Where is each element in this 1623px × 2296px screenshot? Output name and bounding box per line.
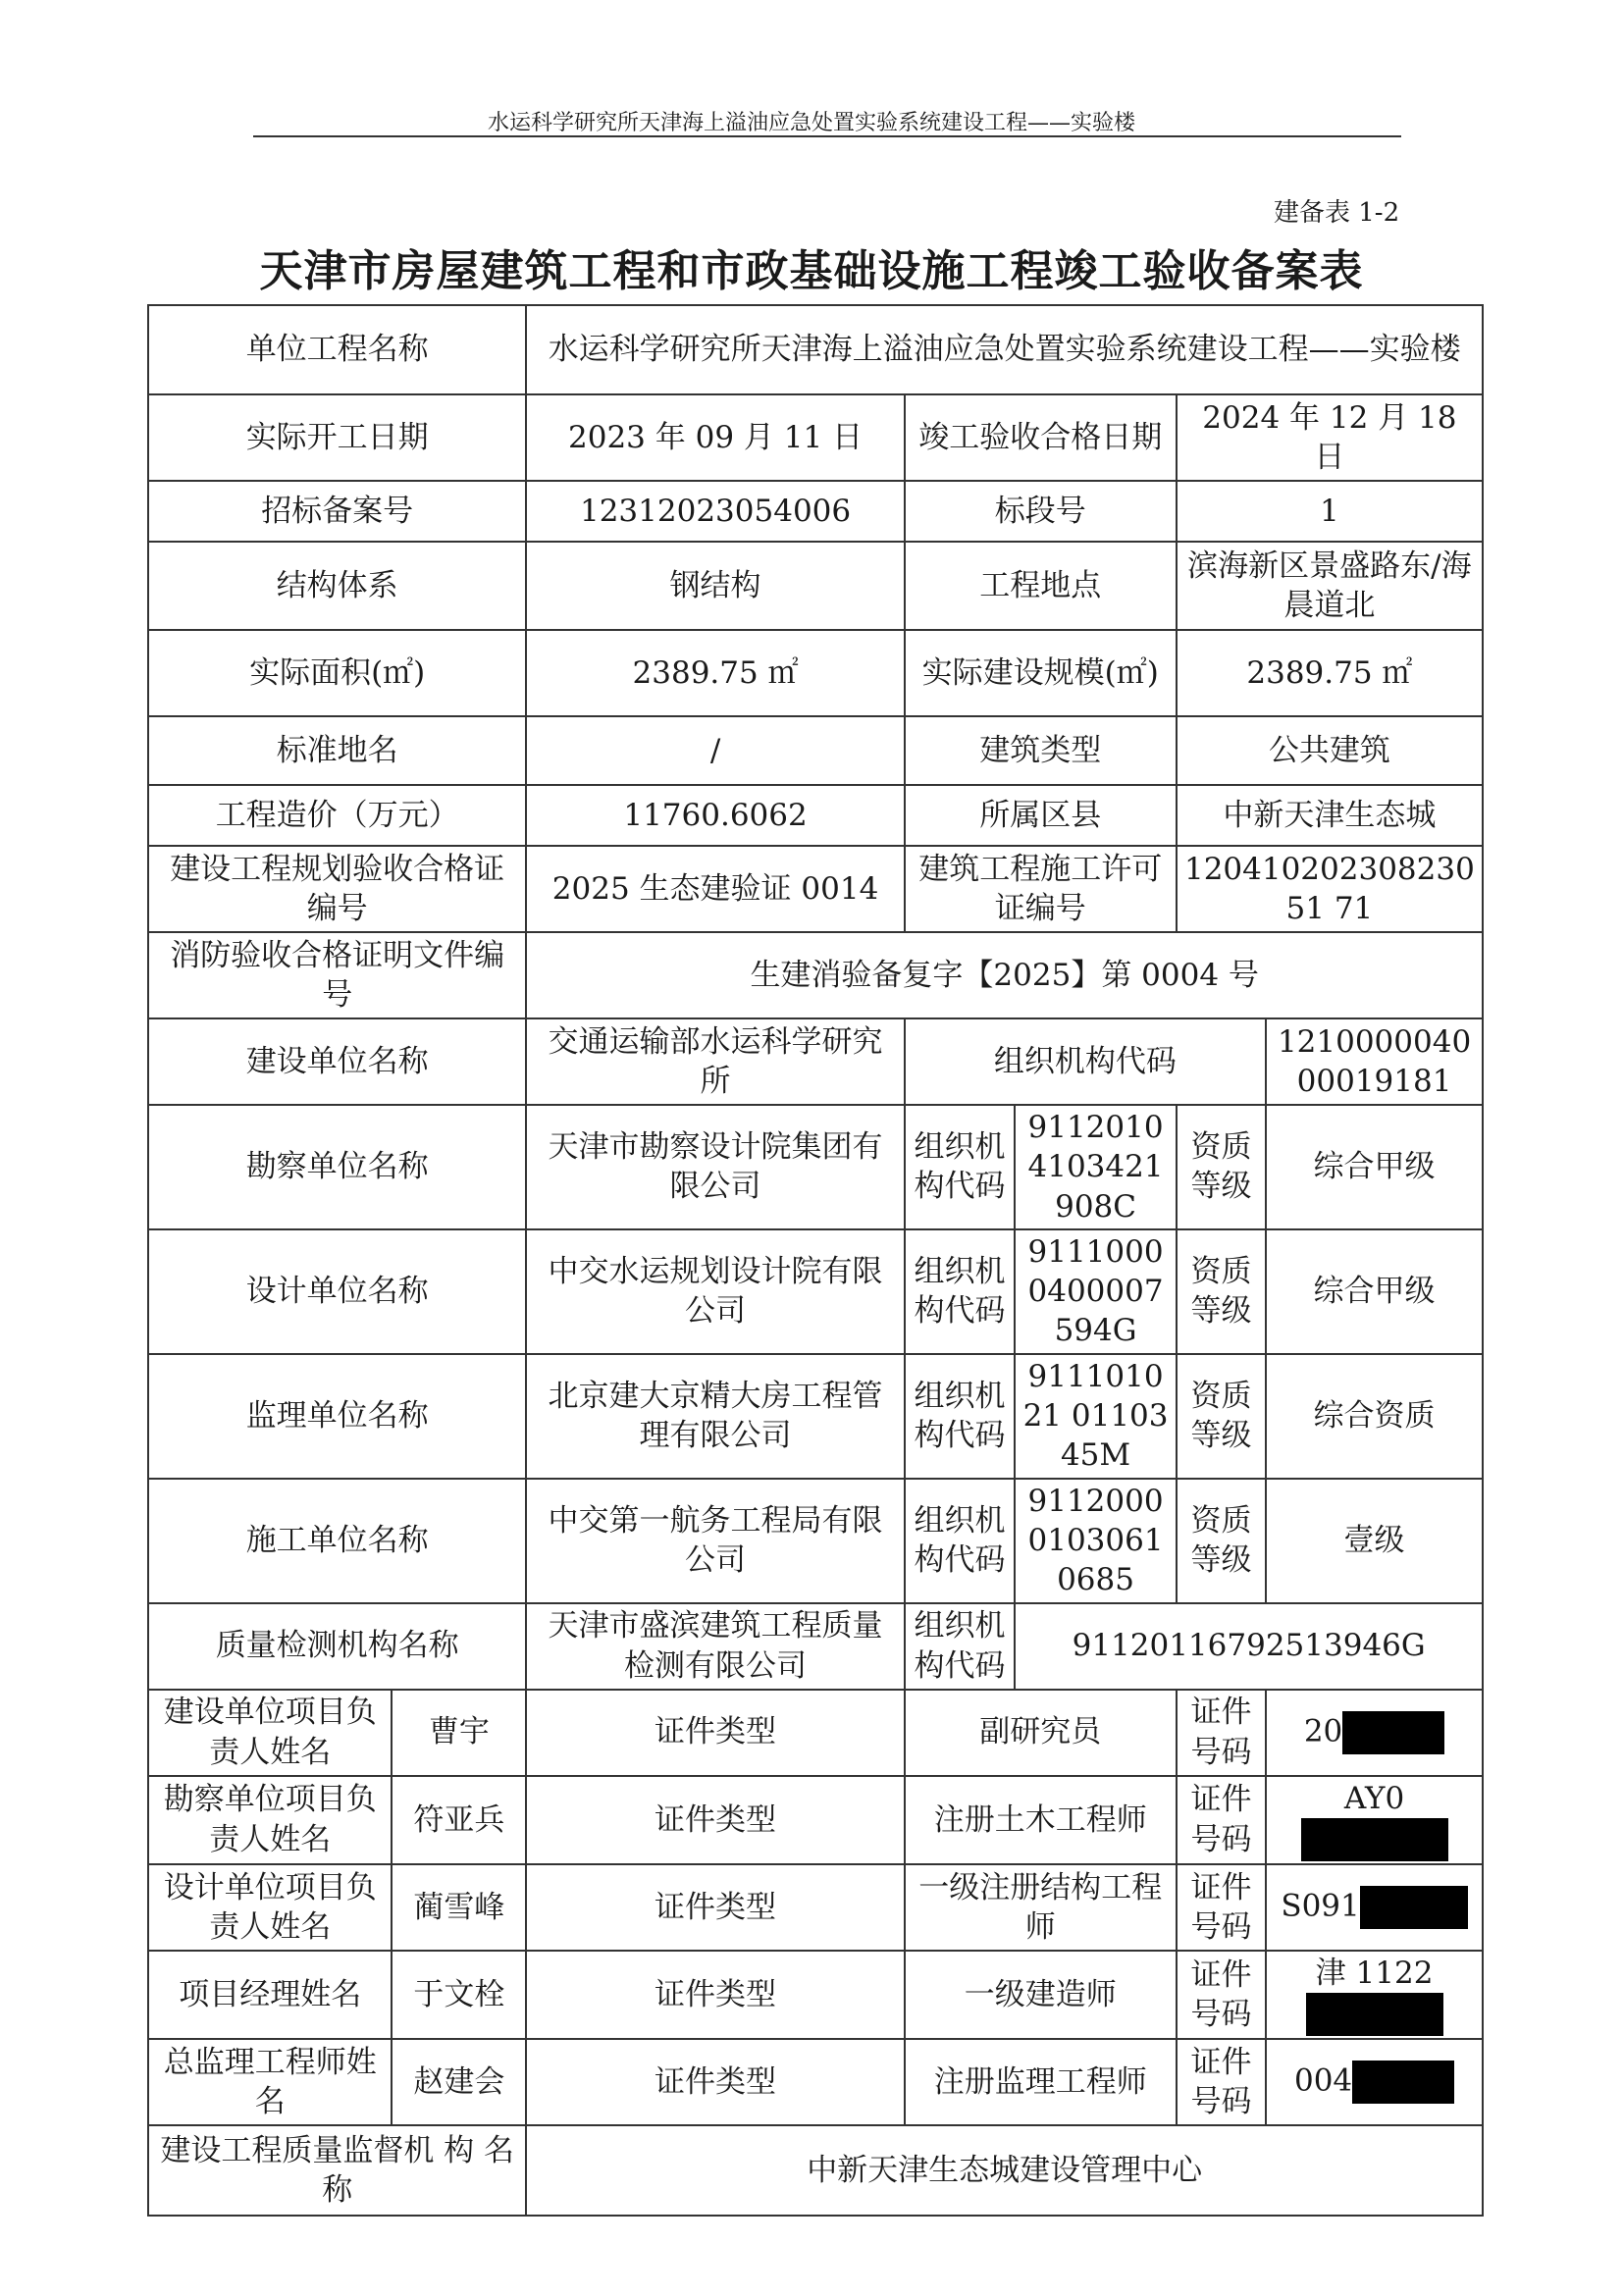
person-name: 符亚兵 [392, 1776, 526, 1864]
construction-unit-name: 中交第一航务工程局有限公司 [526, 1479, 904, 1603]
person-name: 曹宇 [392, 1690, 526, 1776]
cert-no-label: 证件号码 [1177, 1951, 1266, 2039]
construction-code-label: 组织机构代码 [905, 1479, 1016, 1603]
cert-no-value [1266, 1864, 1483, 1951]
person-name: 于文栓 [392, 1951, 526, 2039]
supervision-value: 中新天津生态城建设管理中心 [526, 2125, 1483, 2216]
testing-code-label: 组织机构代码 [905, 1603, 1016, 1690]
location-label: 工程地点 [905, 542, 1177, 630]
start-date-value: 2023 年 09 月 11 日 [526, 394, 904, 481]
person-role: 项目经理姓名 [148, 1951, 392, 2039]
supervisor-qual-label: 资质等级 [1177, 1354, 1266, 1479]
cert-no-label: 证件号码 [1177, 1690, 1266, 1776]
redaction-bar [1306, 1993, 1443, 2036]
cert-no-value [1266, 1776, 1483, 1864]
section-no-value: 1 [1177, 481, 1483, 542]
project-name-label: 单位工程名称 [148, 305, 526, 394]
builder-name: 交通运输部水运科学研究所 [526, 1018, 904, 1105]
project-name-value: 水运科学研究所天津海上溢油应急处置实验系统建设工程——实验楼 [526, 305, 1483, 394]
cert-no-label: 证件号码 [1177, 2039, 1266, 2125]
design-unit-name: 中交水运规划设计院有限公司 [526, 1229, 904, 1354]
cert-no-value [1266, 1690, 1483, 1776]
survey-qual: 综合甲级 [1266, 1105, 1483, 1229]
redaction-bar [1352, 2061, 1454, 2104]
construction-qual: 壹级 [1266, 1479, 1483, 1603]
cert-type-value: 一级注册结构工程师 [905, 1864, 1177, 1951]
redaction-bar [1301, 1818, 1448, 1861]
person-role: 设计单位项目负责人姓名 [148, 1864, 392, 1951]
completion-date-label: 竣工验收合格日期 [905, 394, 1177, 481]
testing-label: 质量检测机构名称 [148, 1603, 526, 1690]
cert-no-label: 证件号码 [1177, 1864, 1266, 1951]
supervisor-unit-label: 监理单位名称 [148, 1354, 526, 1479]
bid-record-label: 招标备案号 [148, 481, 526, 542]
survey-qual-label: 资质等级 [1177, 1105, 1266, 1229]
permit-no-value: 12041020230823051 71 [1177, 846, 1483, 932]
standard-name-value: / [526, 716, 904, 785]
design-qual-label: 资质等级 [1177, 1229, 1266, 1354]
form-number: 建备表 1-2 [1274, 198, 1400, 228]
testing-name: 天津市盛滨建筑工程质量检测有限公司 [526, 1603, 904, 1690]
standard-name-label: 标准地名 [148, 716, 526, 785]
planning-cert-value: 2025 生态建验证 0014 [526, 846, 904, 932]
building-type-value: 公共建筑 [1177, 716, 1483, 785]
design-unit-label: 设计单位名称 [148, 1229, 526, 1354]
header-divider [253, 135, 1401, 137]
cert-type-value: 副研究员 [905, 1690, 1177, 1776]
cert-type-label: 证件类型 [526, 2039, 904, 2125]
construction-qual-label: 资质等级 [1177, 1479, 1266, 1603]
faded-stamp-mark [1541, 1501, 1599, 1796]
cert-type-label: 证件类型 [526, 1864, 904, 1951]
fire-cert-value: 生建消验备复字【2025】第 0004 号 [526, 932, 1483, 1018]
supervisor-qual: 综合资质 [1266, 1354, 1483, 1479]
supervisor-code: 911101021 0110345M [1015, 1354, 1177, 1479]
supervision-label: 建设工程质量监督机 构 名 称 [148, 2125, 526, 2216]
record-table [147, 304, 1484, 2217]
structure-label: 结构体系 [148, 542, 526, 630]
page-title: 天津市房屋建筑工程和市政基础设施工程竣工验收备案表 [259, 246, 1364, 296]
actual-scale-value: 2389.75 ㎡ [1177, 630, 1483, 716]
redaction-bar [1342, 1711, 1444, 1754]
district-value: 中新天津生态城 [1177, 785, 1483, 846]
redaction-bar [1360, 1886, 1468, 1929]
supervisor-unit-name: 北京建大京精大房工程管理有限公司 [526, 1354, 904, 1479]
actual-area-label: 实际面积(㎡) [148, 630, 526, 716]
completion-date-value: 2024 年 12 月 18 日 [1177, 394, 1483, 481]
design-code: 91110000400007594G [1015, 1229, 1177, 1354]
construction-code: 911200001030610685 [1015, 1479, 1177, 1603]
actual-scale-label: 实际建设规模(㎡) [905, 630, 1177, 716]
person-role: 总监理工程师姓名 [148, 2039, 392, 2125]
cert-type-label: 证件类型 [526, 1951, 904, 2039]
cert-type-value: 注册监理工程师 [905, 2039, 1177, 2125]
testing-code: 91120116792513946G [1015, 1603, 1483, 1690]
cert-type-label: 证件类型 [526, 1776, 904, 1864]
survey-unit-label: 勘察单位名称 [148, 1105, 526, 1229]
location-value: 滨海新区景盛路东/海晨道北 [1177, 542, 1483, 630]
page-header: 水运科学研究所天津海上溢油应急处置实验系统建设工程——实验楼 [487, 111, 1135, 135]
cert-type-label: 证件类型 [526, 1690, 904, 1776]
cert-no-label: 证件号码 [1177, 1776, 1266, 1864]
survey-code: 91120104103421908C [1015, 1105, 1177, 1229]
cert-no-value [1266, 1951, 1483, 2039]
planning-cert-label: 建设工程规划验收合格证编号 [148, 846, 526, 932]
cert-type-value: 注册土木工程师 [905, 1776, 1177, 1864]
start-date-label: 实际开工日期 [148, 394, 526, 481]
cost-label: 工程造价（万元） [148, 785, 526, 846]
builder-code: 121000004000019181 [1266, 1018, 1483, 1105]
survey-unit-name: 天津市勘察设计院集团有限公司 [526, 1105, 904, 1229]
cert-no-prefix: 004 [1293, 2062, 1353, 2099]
construction-unit-label: 施工单位名称 [148, 1479, 526, 1603]
building-type-label: 建筑类型 [905, 716, 1177, 785]
bid-record-value: 12312023054006 [526, 481, 904, 542]
cert-no-prefix: 20 [1303, 1713, 1343, 1749]
fire-cert-label: 消防验收合格证明文件编号 [148, 932, 526, 1018]
person-role: 勘察单位项目负责人姓名 [148, 1776, 392, 1864]
survey-code-label: 组织机构代码 [905, 1105, 1016, 1229]
actual-area-value: 2389.75 ㎡ [526, 630, 904, 716]
person-name: 蔺雪峰 [392, 1864, 526, 1951]
person-name: 赵建会 [392, 2039, 526, 2125]
cert-no-prefix: AY0 [1343, 1780, 1405, 1816]
district-label: 所属区县 [905, 785, 1177, 846]
cert-type-value: 一级建造师 [905, 1951, 1177, 2039]
permit-no-label: 建筑工程施工许可证编号 [905, 846, 1177, 932]
section-no-label: 标段号 [905, 481, 1177, 542]
structure-value: 钢结构 [526, 542, 904, 630]
cert-no-prefix: 津 1122 [1315, 1955, 1434, 1991]
person-role: 建设单位项目负责人姓名 [148, 1690, 392, 1776]
cert-no-value [1266, 2039, 1483, 2125]
builder-label: 建设单位名称 [148, 1018, 526, 1105]
cost-value: 11760.6062 [526, 785, 904, 846]
supervisor-code-label: 组织机构代码 [905, 1354, 1016, 1479]
design-qual: 综合甲级 [1266, 1229, 1483, 1354]
builder-code-label: 组织机构代码 [905, 1018, 1266, 1105]
design-code-label: 组织机构代码 [905, 1229, 1016, 1354]
cert-no-prefix: S091 [1281, 1888, 1360, 1924]
